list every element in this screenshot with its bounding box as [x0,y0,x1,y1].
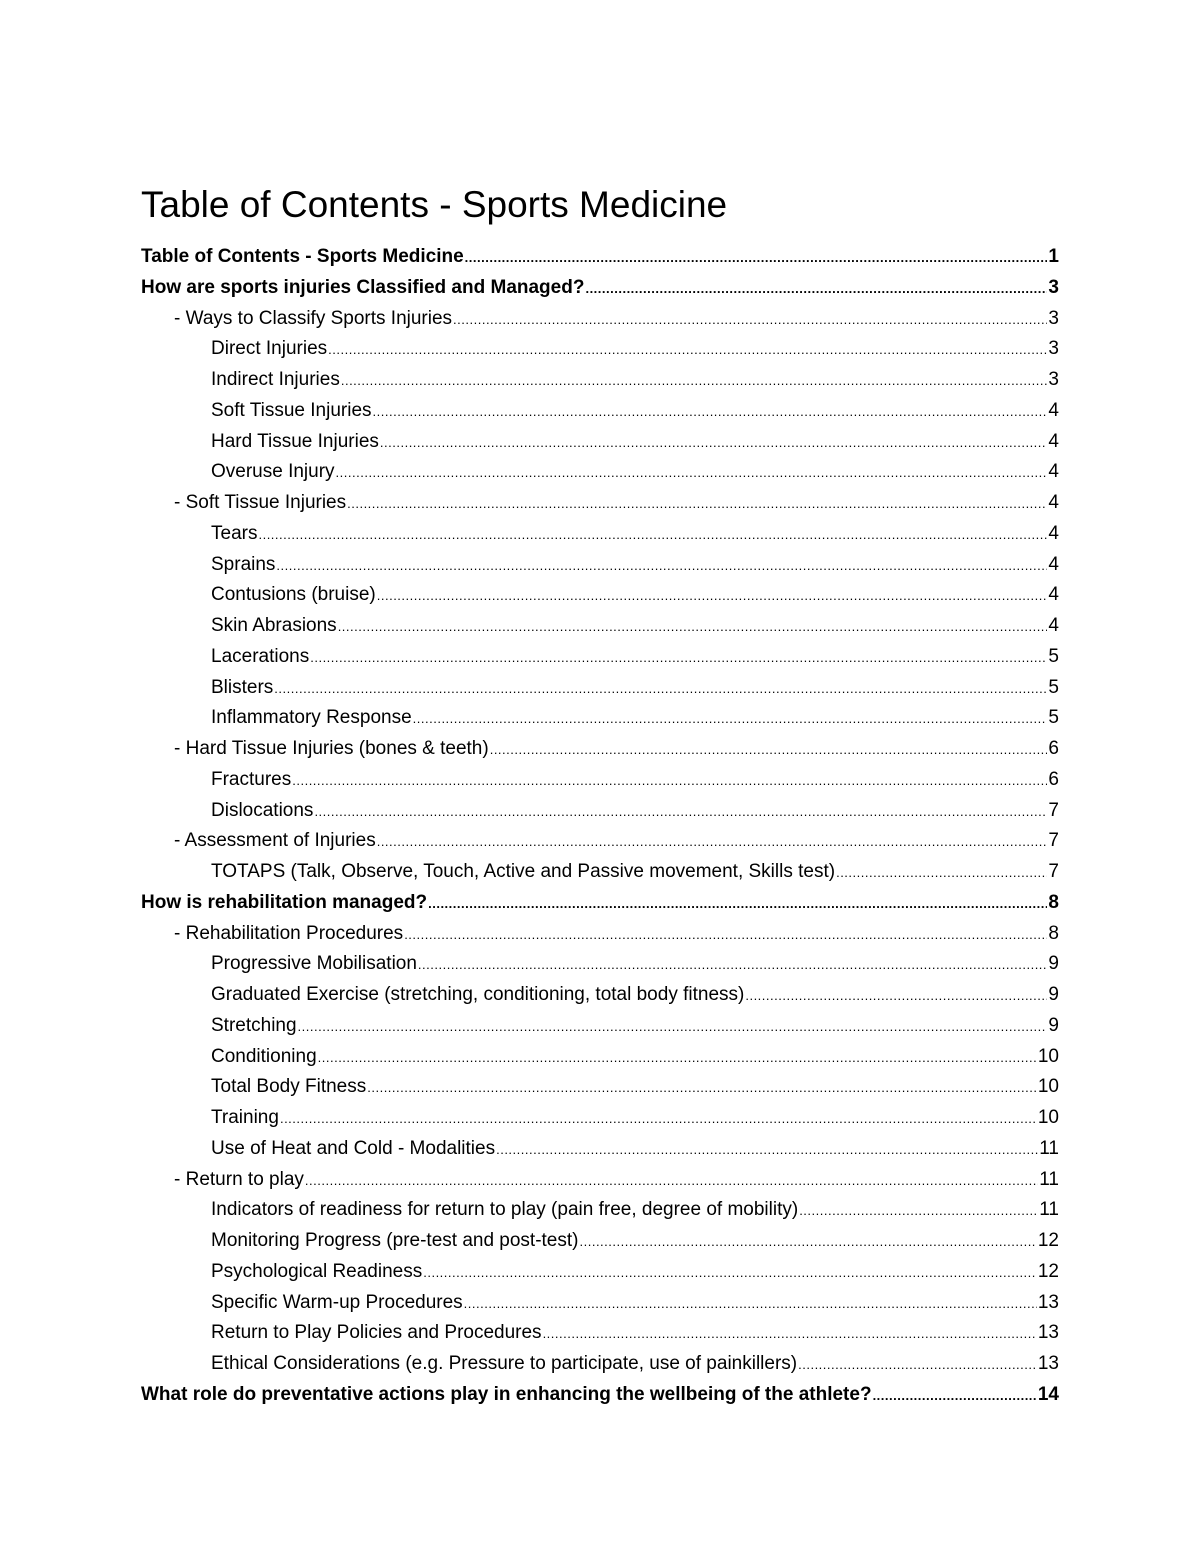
toc-entry[interactable] [141,457,1059,488]
toc-entry-page-number: 14 [1037,1383,1059,1405]
toc-entry-label: - Rehabilitation Procedures [174,922,404,944]
toc-entry-page-number: 9 [1048,1014,1059,1036]
toc-entry[interactable] [141,273,1059,304]
toc-entry[interactable] [141,334,1059,365]
toc-entry-page-number: 4 [1048,399,1059,421]
toc-entry[interactable] [141,949,1059,980]
toc-entry-label: What role do preventative actions play in enhancing the wellbeing of the athlete? [141,1383,872,1405]
toc-entry[interactable] [141,980,1059,1011]
toc-entry-label: - Soft Tissue Injuries [174,492,347,513]
toc-entry[interactable] [141,642,1059,673]
toc-entry-page-number: 8 [1048,891,1059,913]
toc-entry-label: Contusions (bruise) [211,584,376,606]
toc-entry-label: How are sports injuries Classified and Managed? [141,276,585,298]
toc-entry[interactable] [141,488,1059,519]
toc-entry-label: Dislocations [211,799,314,821]
toc-entry-label: Return to Play Policies and Procedures [211,1322,542,1344]
toc-dot-leader [580,1227,1037,1258]
toc-entry[interactable] [141,427,1059,458]
toc-entry-page-number: 5 [1048,707,1059,729]
toc-entry-label: - Ways to Classify Sports Injuries [174,307,453,329]
toc-entry[interactable] [141,796,1059,827]
toc-dot-leader [413,704,1048,735]
toc-dot-leader [585,274,1047,305]
toc-entry[interactable] [141,550,1059,581]
toc-dot-leader [314,797,1047,828]
toc-entry[interactable] [141,365,1059,396]
toc-dot-leader [258,520,1047,551]
toc-entry-page-number: 13 [1037,1291,1059,1313]
toc-entry-page-number: 5 [1048,676,1059,698]
toc-entry-label: Stretching [211,1014,297,1036]
toc-entry-label: Indirect Injuries [211,369,340,390]
toc-entry-page-number: 4 [1048,584,1059,606]
toc-entry-label: Tears [211,522,258,544]
toc-entry-label: Overuse Injury [211,461,335,483]
toc-dot-leader [338,612,1048,643]
toc-dot-leader [799,1196,1038,1227]
toc-entry-label: Inflammatory Response [211,707,412,729]
toc-dot-leader [377,827,1048,858]
toc-entry-label: Total Body Fitness [211,1076,367,1098]
toc-dot-leader [292,766,1047,797]
toc-entry-page-number: 8 [1048,922,1059,944]
toc-entry[interactable] [141,1072,1059,1103]
toc-entry[interactable] [141,1195,1059,1226]
toc-dot-leader [404,920,1047,951]
toc-entry-page-number: 5 [1048,645,1059,667]
toc-entry[interactable] [141,611,1059,642]
toc-entry-label: Conditioning [211,1045,317,1067]
toc-entry-page-number: 3 [1048,307,1059,329]
toc-entry-page-number: 11 [1039,1199,1059,1221]
toc-entry[interactable] [141,703,1059,734]
toc-entry-page-number: 13 [1037,1353,1059,1374]
toc-entry[interactable] [141,1318,1059,1349]
toc-entry[interactable] [141,396,1059,427]
toc-entry-label: TOTAPS (Talk, Observe, Touch, Active and Passive movement, Skills test) [211,861,836,882]
toc-dot-leader [341,366,1048,397]
toc-dot-leader [798,1350,1037,1381]
toc-entry-page-number: 6 [1048,738,1059,759]
toc-entry-page-number: 7 [1048,830,1059,852]
toc-dot-leader [328,335,1047,366]
toc-dot-leader [836,858,1047,889]
toc-dot-leader [464,1289,1037,1320]
toc-dot-leader [298,1012,1048,1043]
toc-dot-leader [465,243,1048,274]
toc-entry-label: Indicators of readiness for return to play (pain free, degree of mobility) [211,1199,799,1221]
toc-dot-leader [305,1166,1038,1197]
toc-entry-page-number: 7 [1048,799,1059,821]
toc-entry-page-number: 11 [1039,1137,1059,1159]
toc-entry-label: How is rehabilitation managed? [141,891,428,913]
toc-entry[interactable] [141,888,1059,919]
toc-entry-page-number: 10 [1037,1045,1059,1067]
toc-entry-label: Specific Warm-up Procedures [211,1291,463,1313]
toc-entry-page-number: 3 [1048,276,1059,298]
toc-entry-label: Training [211,1107,279,1128]
toc-dot-leader [490,735,1048,766]
toc-entry-label: Monitoring Progress (pre-test and post-test) [211,1230,579,1251]
toc-entry-page-number: 4 [1048,461,1059,483]
toc-entry-page-number: 4 [1048,615,1059,636]
toc-entry[interactable] [141,1380,1059,1411]
toc-entry-label: Lacerations [211,645,310,667]
toc-entry[interactable] [141,673,1059,704]
toc-entry-label: Soft Tissue Injuries [211,399,372,421]
toc-entry[interactable] [141,826,1059,857]
toc-entry-label: Sprains [211,553,276,575]
toc-entry[interactable] [141,1165,1059,1196]
toc-dot-leader [373,397,1048,428]
toc-entry[interactable] [141,919,1059,950]
toc-entry-label: Table of Contents - Sports Medicine [141,246,464,267]
toc-entry[interactable] [141,519,1059,550]
toc-entry-label: Psychological Readiness [211,1260,423,1282]
toc-entry[interactable] [141,1257,1059,1288]
toc-entry[interactable] [141,1011,1059,1042]
toc-entry-page-number: 10 [1037,1076,1059,1098]
toc-entry[interactable] [141,1134,1059,1165]
toc-entry-label: Fractures [211,768,292,790]
toc-dot-leader [428,889,1047,920]
toc-entry-label: Blisters [211,676,274,698]
toc-entry-page-number: 7 [1048,861,1059,882]
toc-dot-leader [377,581,1048,612]
toc-entry[interactable] [141,1288,1059,1319]
toc-entry-page-number: 9 [1048,953,1059,975]
toc-entry[interactable] [141,1042,1059,1073]
toc-entry[interactable] [141,242,1059,273]
toc-entry-page-number: 11 [1039,1168,1059,1190]
toc-entry-page-number: 13 [1037,1322,1059,1344]
toc-entry[interactable] [141,1226,1059,1257]
toc-entry-page-number: 10 [1037,1107,1059,1128]
toc-entry-page-number: 4 [1048,553,1059,575]
toc-dot-leader [347,489,1047,520]
toc-dot-leader [873,1381,1037,1412]
toc-dot-leader [367,1073,1037,1104]
toc-dot-leader [280,1104,1037,1135]
toc-dot-leader [318,1043,1037,1074]
toc-entry-page-number: 9 [1048,984,1059,1005]
toc-dot-leader [543,1319,1037,1350]
toc-dot-leader [276,551,1047,582]
toc-dot-leader [453,305,1047,336]
toc-entry-label: Use of Heat and Cold - Modalities [211,1137,496,1159]
toc-dot-leader [418,950,1048,981]
toc-dot-leader [745,981,1047,1012]
toc-entry-page-number: 4 [1048,430,1059,452]
toc-entry-label: Direct Injuries [211,338,328,360]
toc-entry-label: Graduated Exercise (stretching, conditioning, total body fitness) [211,984,745,1005]
toc-entry[interactable] [141,734,1059,765]
toc-entry-page-number: 3 [1048,338,1059,360]
toc-dot-leader [423,1258,1037,1289]
toc-entry-page-number: 12 [1037,1260,1059,1282]
toc-entry-label: - Hard Tissue Injuries (bones & teeth) [174,738,489,759]
toc-entry-page-number: 4 [1048,522,1059,544]
toc-entry[interactable] [141,304,1059,335]
toc-entry[interactable] [141,1103,1059,1134]
toc-entry-label: - Assessment of Injuries [174,830,376,852]
toc-dot-leader [310,643,1047,674]
toc-dot-leader [496,1135,1038,1166]
toc-dot-leader [274,674,1047,705]
table-of-contents [141,242,1059,1411]
toc-entry-label: Ethical Considerations (e.g. Pressure to participate, use of painkillers) [211,1353,798,1374]
toc-entry-label: Skin Abrasions [211,615,337,636]
toc-entry[interactable] [141,765,1059,796]
toc-entry[interactable] [141,857,1059,888]
toc-entry-label: Hard Tissue Injuries [211,430,379,452]
toc-dot-leader [380,428,1048,459]
toc-entry-page-number: 12 [1037,1230,1059,1251]
toc-entry-label: - Return to play [174,1168,304,1190]
toc-dot-leader [336,458,1048,489]
toc-entry-page-number: 1 [1048,246,1059,267]
toc-entry-page-number: 6 [1048,768,1059,790]
toc-entry-page-number: 4 [1048,492,1059,513]
document-title: Table of Contents - Sports Medicine [141,184,728,225]
toc-entry-page-number: 3 [1048,369,1059,390]
toc-entry[interactable] [141,580,1059,611]
toc-entry[interactable] [141,1349,1059,1380]
toc-entry-label: Progressive Mobilisation [211,953,417,975]
